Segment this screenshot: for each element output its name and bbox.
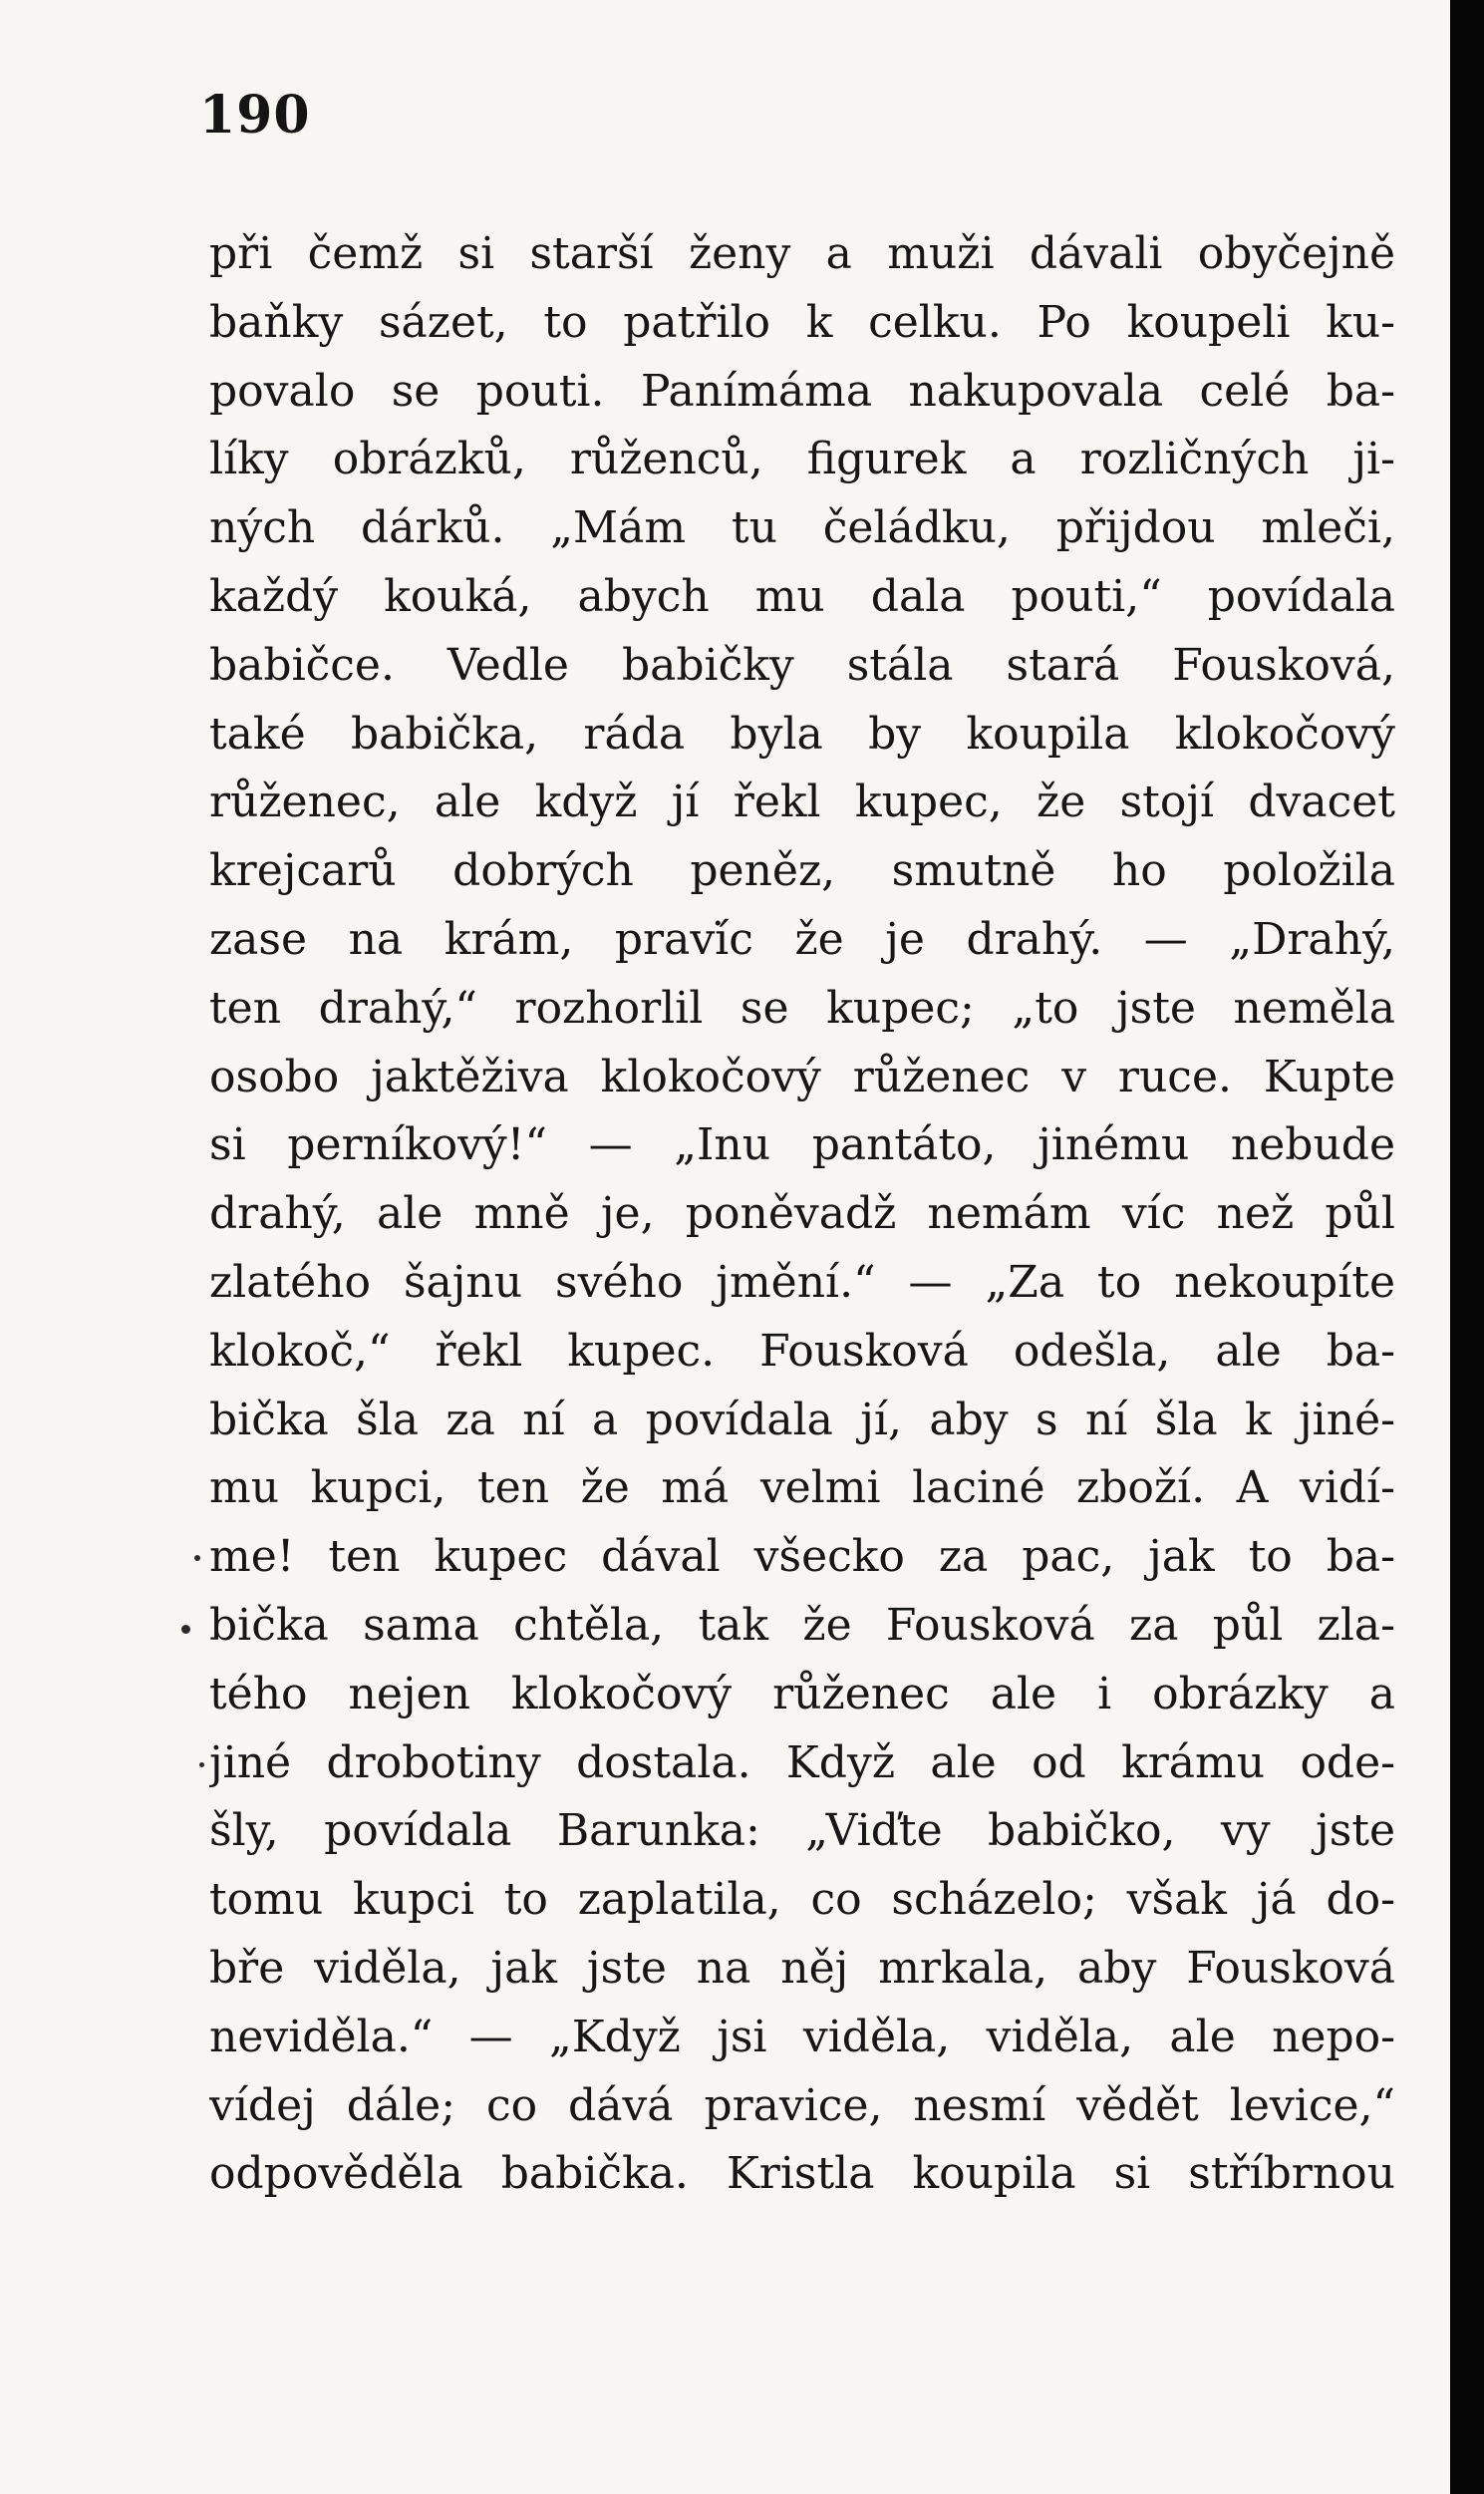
text-line: ných dárků. „Mám tu čeládku, přijdou mleči, <box>209 502 1395 554</box>
text-line: odpověděla babička. Kristla koupila si stříbrnou <box>209 2148 1395 2200</box>
text-line: jiné drobotiny dostala. Když ale od krámu ode- <box>209 1736 1395 1788</box>
body-text <box>209 220 1395 2209</box>
text-line: růženec, ale když jí řekl kupec, že stojí dvacet <box>209 777 1395 828</box>
text-line: tého nejen klokočový růženec ale i obrázky a <box>209 1668 1395 1719</box>
scan-speck <box>199 1762 204 1767</box>
text-line: drahý, ale mně je, poněvadž nemám víc než půl <box>209 1188 1395 1240</box>
text-line: také babička, ráda byla by koupila klokočový <box>209 708 1395 760</box>
text-line: tomu kupci to zaplatila, co scházelo; však já do- <box>209 1874 1395 1926</box>
text-line: při čemž si starší ženy a muži dávali obyčejně <box>209 228 1395 279</box>
text-line: vídej dále; co dává pravice, nesmí vědět levice,“ <box>209 2079 1395 2131</box>
text-line: si perníkový!“ — „Inu pantáto, jinému nebude <box>209 1119 1395 1171</box>
text-line: bička sama chtěla, tak že Fousková za půl zla- <box>209 1599 1395 1651</box>
scan-speck <box>181 1625 190 1634</box>
page-spine-edge <box>1450 0 1484 2494</box>
text-line: zlatého šajnu svého jmění.“ — „Za to nekoupíte <box>209 1256 1395 1308</box>
text-line: líky obrázků, růženců, figurek a rozličných ji- <box>209 434 1395 485</box>
text-line: baňky sázet, to patřilo k celku. Po koupeli ku- <box>209 296 1395 348</box>
text-line: klokoč,“ řekl kupec. Fousková odešla, ale ba- <box>209 1325 1395 1377</box>
text-line: šly, povídala Barunka: „Viďte babičko, vy jste <box>209 1805 1395 1857</box>
text-line: povalo se pouti. Panímáma nakupovala celé ba- <box>209 365 1395 417</box>
scan-speck <box>194 1555 200 1561</box>
text-line: me! ten kupec dával všecko za pac, jak to ba- <box>209 1531 1395 1583</box>
text-line: mu kupci, ten že má velmi laciné zboží. A vidí- <box>209 1462 1395 1514</box>
text-line: neviděla.“ — „Když jsi viděla, viděla, ale nepo- <box>209 2011 1395 2062</box>
text-line: každý kouká, abych mu dala pouti,“ povídala <box>209 570 1395 622</box>
text-line: bře viděla, jak jste na něj mrkala, aby Fousková <box>209 1942 1395 1994</box>
text-line: ten drahý,“ rozhorlil se kupec; „to jste neměla <box>209 982 1395 1034</box>
text-line: krejcarů dobrých peněz, smutně ho položila <box>209 845 1395 897</box>
text-line: osobo jaktěživa klokočový růženec v ruce. Kupte <box>209 1051 1395 1102</box>
page-number: 190 <box>199 85 311 146</box>
text-line: bička šla za ní a povídala jí, aby s ní šla k jiné- <box>209 1394 1395 1445</box>
text-line: babičce. Vedle babičky stála stará Fousková, <box>209 639 1395 691</box>
text-line: zase na krám, praví̇c že je drahý. — „Drahý, <box>209 913 1395 965</box>
